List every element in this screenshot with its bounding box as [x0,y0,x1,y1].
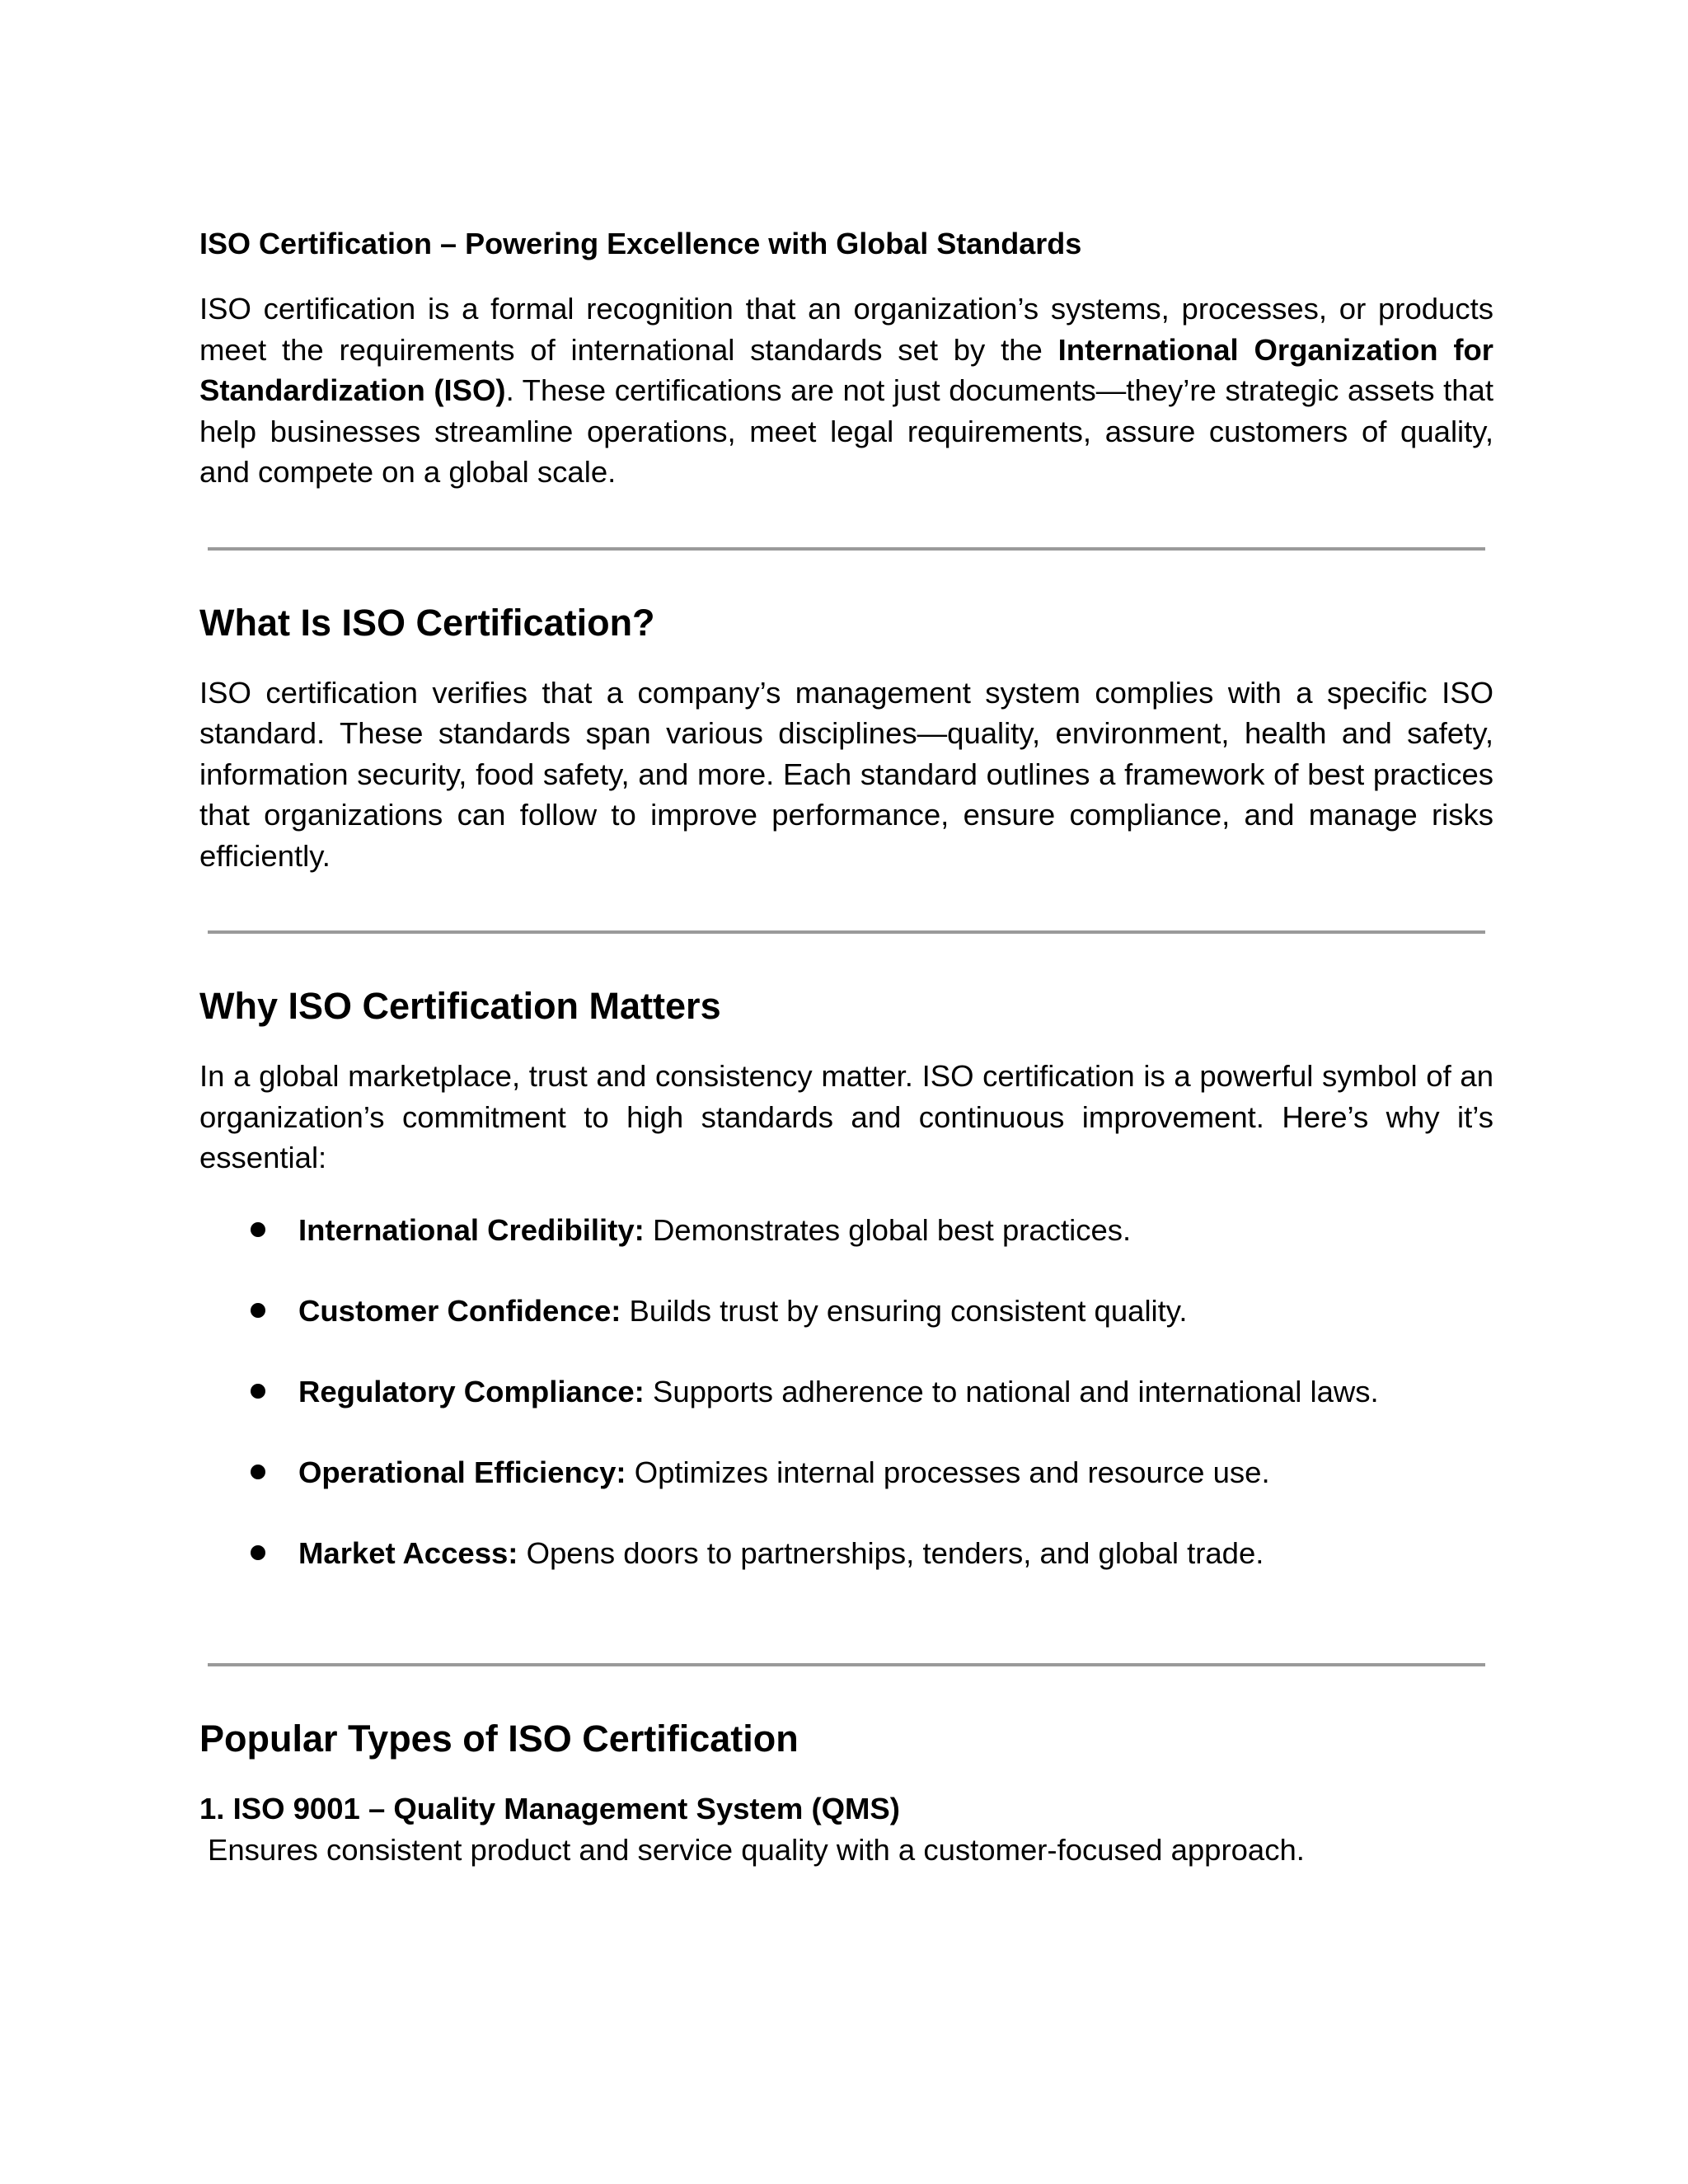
bullet-text: Supports adherence to national and international laws. [644,1374,1379,1408]
bullet-text: Optimizes internal processes and resource use. [626,1455,1270,1489]
section-body-why: In a global marketplace, trust and consistency matter. ISO certification is a powerful symbol of an organization’s commitment to high standards and continuous improvement. Here’s why it’s essential: [199,1059,1493,1174]
bullet-icon [251,1465,265,1479]
bullet-icon [251,1222,265,1237]
bullet-label: Customer Confidence: [298,1293,621,1328]
iso-type-title: 1. ISO 9001 – Quality Management System (QMS) [199,1791,900,1825]
bullet-text: Builds trust by ensuring consistent quality. [621,1293,1188,1328]
list-item [199,1210,1493,1251]
iso-type-description: Ensures consistent product and service quality with a customer-focused approach. [208,1832,1305,1867]
bullet-label: Market Access: [298,1535,518,1570]
list-item [199,1291,1493,1332]
section-body-what: ISO certification verifies that a company’s management system complies with a specific ISO standard. These standards span various disciplines—quality, environment, health and safety, information security, food safety, and more. Each standard outlines a framework of best practices that organizations can follow to improve performance, ensure compliance, and manage risks efficiently. [199,675,1493,873]
bullet-label: International Credibility: [298,1212,645,1247]
bullet-icon [251,1384,265,1399]
list-item [199,1371,1493,1413]
bullet-label: Operational Efficiency: [298,1455,626,1489]
bullet-label: Regulatory Compliance: [298,1374,645,1408]
benefits-list [199,1210,1493,1574]
section-heading-what: What Is ISO Certification? [199,601,655,644]
bullet-icon [251,1545,265,1560]
bullet-icon [251,1303,265,1318]
list-item [199,1452,1493,1493]
bullet-text: Opens doors to partnerships, tenders, and global trade. [518,1535,1264,1570]
document-page [199,223,1493,1871]
section-heading-types: Popular Types of ISO Certification [199,1717,799,1760]
intro-text-bold: International Organization for Standardization (ISO) [199,332,1493,407]
section-heading-why: Why ISO Certification Matters [199,985,721,1027]
list-item [199,1533,1493,1574]
document-title: ISO Certification – Powering Excellence with Global Standards [199,227,1082,260]
bullet-text: Demonstrates global best practices. [644,1212,1132,1247]
intro-paragraph [199,288,1493,493]
intro-text-part2: . These certifications are not just documents—they’re strategic assets that help businesses streamline operations, meet legal requirements, assure customers of quality, and compete on a global scale. [199,373,1493,489]
intro-text-part1: ISO certification is a formal recognition that an organization’s systems, processes, or products meet the requirements of international standards set by the [199,292,1493,367]
